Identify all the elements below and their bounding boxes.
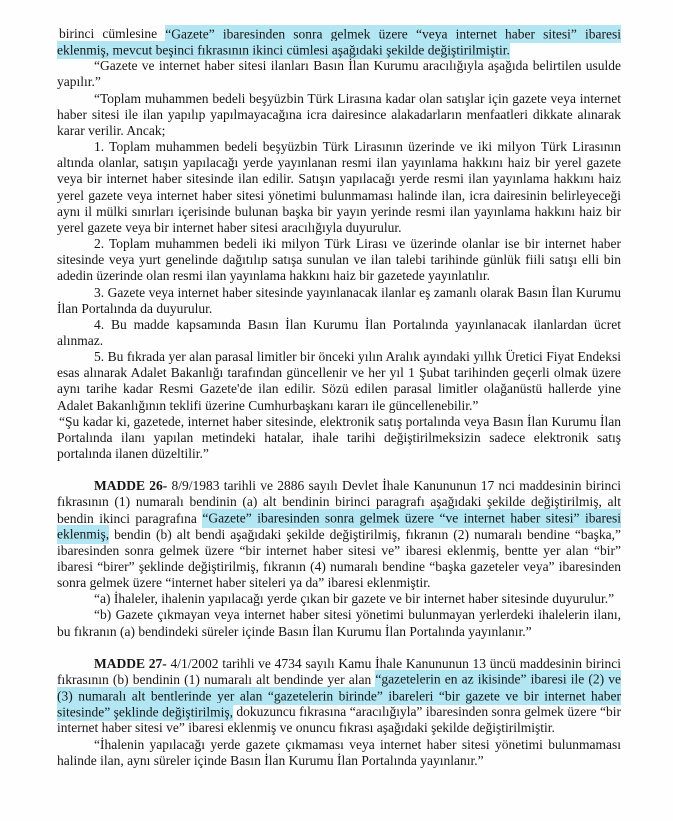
paragraph-madde-26-b <box>57 607 621 639</box>
paragraph-quoted-usul <box>57 58 621 90</box>
highlighted-text: “gazetelerin en az ikisinde” ibaresi ile (2) ve (3) numaralı alt bentlerinde yer alan “gazetelerin birinde” ibareleri “bir gazete ve bir internet haber sitesinde” şeklinde değiştirilmiş, <box>57 671 621 720</box>
paragraph-amendment-intro <box>57 26 621 58</box>
document-body <box>57 26 621 769</box>
text-segment: dokuzuncu fıkrasına “aracılığıyla” ibaresinden sonra gelmek üzere “bir internet haber sitesi ve” ibaresi eklenmiş ve onuncu fıkrası aşağıdaki şekilde değiştirilmiştir. <box>57 704 621 736</box>
paragraph-madde-27-quoted <box>57 737 621 769</box>
text-segment: 5. Bu fıkrada yer alan parasal limitler bir önceki yılın Aralık ayındaki yıllık Üretici Fiyat Endeksi esas alınarak Adalet Bakanlığı tarafından güncellenir ve her yıl 1 Şubat tarihinden geçerli olmak üzere aynı tarihe kadar Resmi Gazete'de ilan edilir. Sözü edilen parasal limitler olağanüstü hallerde yine Adalet Bakanlığının teklifi üzerine Cumhurbaşkanı kararı ile güncellenebilir.” <box>57 349 621 413</box>
text-segment: 8/9/1983 tarihli ve 2886 sayılı Devlet İhale Kanununun 17 nci maddesinin birinci fıkrasının (1) numaralı bendinin (a) alt bendinin birinci paragrafı aşağıdaki şekilde değiştirilmiş, alt bendin ikinci paragrafına <box>57 478 621 526</box>
text-segment: “İhalenin yapılacağı yerde gazete çıkmaması veya internet haber sitesi yönetimi bulunmaması halinde ilan, aynı süreler içinde Basın İlan Kurumu İlan Portalında yayınlanır.” <box>57 736 621 768</box>
paragraph-quoted-toplam <box>57 91 621 139</box>
article-number-label: MADDE 27- <box>94 655 167 671</box>
highlighted-text: “Gazete” ibaresinden sonra gelmek üzere “veya internet haber sitesi” ibaresi eklenmiş, mevcut beşinci fıkrasının ikinci cümlesi aşağıdaki şekilde değiştirilmiştir. <box>57 26 621 58</box>
text-segment: “Gazete ve internet haber sitesi ilanları Basın İlan Kurumu aracılığıyla aşağıda belirtilen usulde yapılır.” <box>57 58 621 90</box>
text-segment: 3. Gazete veya internet haber sitesinde yayınlanacak ilanlar eş zamanlı olarak Basın İlan Kurumu İlan Portalında da duyurulur. <box>57 284 621 316</box>
paragraph-item-2 <box>57 236 621 284</box>
text-segment: “a) İhaleler, ihalenin yapılacağı yerde çıkan bir gazete ve bir internet haber sitesinde duyurulur.” <box>94 591 615 607</box>
text-segment: 4/1/2002 tarihli ve 4734 sayılı Kamu İhale Kanununun 13 üncü maddesinin birinci fıkrasının (b) bendinin (1) numaralı alt bendinde yer alan <box>57 655 621 687</box>
highlighted-text: “Gazete” ibaresinden sonra gelmek üzere “ve internet haber sitesi” ibaresi eklenmiş, <box>57 510 621 542</box>
paragraph-madde-27 <box>57 656 621 737</box>
paragraph-madde-26 <box>57 478 621 591</box>
text-segment: “b) Gazete çıkmayan veya internet haber sitesi yönetimi bulunmayan yerlerdeki ihalelerin ilanı, bu fıkranın (a) bendindeki süreler içinde Basın İlan Kurumu İlan Portalında yayınlanır.” <box>57 607 621 639</box>
paragraph-item-4 <box>57 317 621 349</box>
paragraph-item-5 <box>57 349 621 414</box>
text-segment: birinci cümlesine <box>59 26 166 41</box>
text-segment: “Toplam muhammen bedeli beşyüzbin Türk Lirasına kadar olan satışlar için gazete veya internet haber sitesi ile ilan yapılıp yapılmayacağına icra dairesince alakadarların menfaatleri dikkate alınarak karar verilir. Ancak; <box>57 90 621 138</box>
paragraph-item-3 <box>57 285 621 317</box>
text-segment: 2. Toplam muhammen bedeli iki milyon Türk Lirası ve üzerinde olanlar ise bir internet haber sitesinde veya yurt genelinde dağıtılıp satışa sunulan ve ilan talebi tarihinde günlük fiili satışı elli bin adedin üzerinde olan resmi ilan yayınlama hakkını haiz bir gazetede yayınlatılır. <box>57 236 621 284</box>
text-segment: bendin (b) alt bendi aşağıdaki şekilde değiştirilmiş, fıkranın (2) numaralı bendine “başka,” ibaresinden sonra gelmek üzere “bir internet haber sitesi ve” ibaresi eklenmiş, bentte yer alan “bir” ibaresi “birer” şeklinde değiştirilmiş, fıkranın (4) numaralı bendine “başka gazeteler veya” ibaresinden sonra gelmek üzere “internet haber siteleri ya da” ibaresi eklenmiştir. <box>57 526 621 591</box>
paragraph-su-kadar-ki <box>57 414 621 462</box>
paragraph-madde-26-a <box>57 591 621 607</box>
text-segment: 4. Bu madde kapsamında Basın İlan Kurumu İlan Portalında yayınlanacak ilanlardan ücret alınmaz. <box>57 316 621 348</box>
article-number-label: MADDE 26- <box>94 478 168 494</box>
paragraph-item-1 <box>57 139 621 236</box>
text-segment: 1. Toplam muhammen bedeli beşyüzbin Türk Lirasının üzerinde ve iki milyon Türk Lirasının altında olanlar, satışın yapılacağı yerde yayınlanan resmi ilan yayınlama hakkını haiz bir yerel gazete veya bir internet haber sitesinde ilan edilir. Satışın yapılacağı yerde resmi ilan yayınlama hakkını haiz yerel gazete veya internet haber sitesi yönetimi bulunmaması halinde ilan, icra dairesinin belirleyeceği aynı il mülki sınırları içerisinde bulunan başka bir yayın yerinde resmi ilan yayınlama hakkını haiz bir yerel gazete veya bir internet haber sitesi aracılığıyla duyurulur. <box>57 139 621 235</box>
text-segment: “Şu kadar ki, gazetede, internet haber sitesinde, elektronik satış portalında veya Basın İlan Kurumu İlan Portalında ilanı yapılan metindeki hatalar, ihale tarihi değiştirilmeksizin sadece elektronik satış portalında ilanen düzeltilir.” <box>57 413 621 462</box>
